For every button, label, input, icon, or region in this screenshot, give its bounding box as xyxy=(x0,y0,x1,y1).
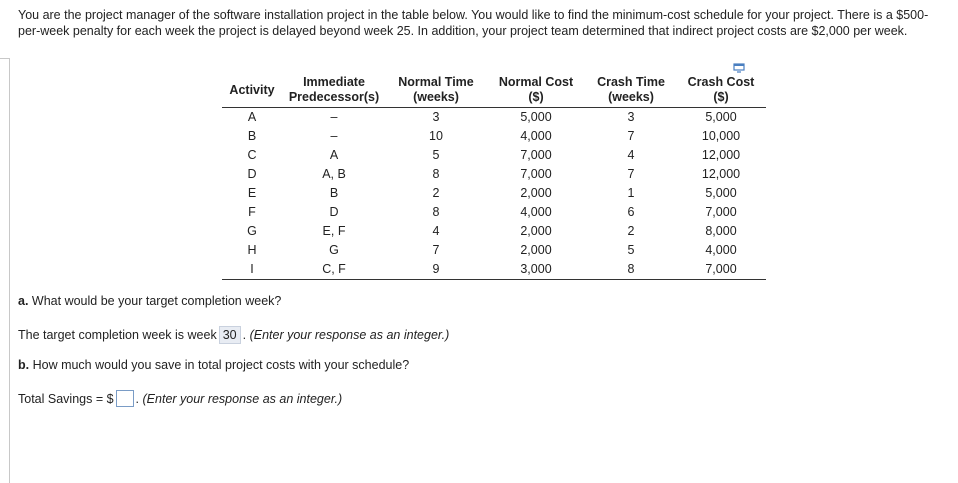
cell-predecessors: A xyxy=(329,148,339,162)
table-row xyxy=(222,260,766,280)
cell-normal-cost: 2,000 xyxy=(520,186,552,200)
answer-a-prefix: The target completion week is week xyxy=(18,328,217,342)
cell-normal-time: 10 xyxy=(429,129,443,143)
cell-crash-time: 4 xyxy=(627,148,635,162)
table-row xyxy=(222,222,766,241)
cell-normal-time: 7 xyxy=(432,243,440,257)
cell-normal-time: 5 xyxy=(432,148,440,162)
cell-crash-cost: 7,000 xyxy=(705,205,737,219)
answer-b-prefix: Total Savings = $ xyxy=(18,392,114,406)
question-a-text: What would be your target completion week? xyxy=(31,294,282,308)
question-b-text: How much would you save in total project costs with your schedule? xyxy=(32,358,410,372)
activity-table xyxy=(222,73,766,280)
answer-a-line xyxy=(18,326,449,344)
expand-table-icon[interactable] xyxy=(733,63,745,73)
cell-normal-cost: 2,000 xyxy=(520,243,552,257)
cell-activity: A xyxy=(247,110,257,124)
cell-crash-cost: 5,000 xyxy=(705,186,737,200)
cell-normal-time: 2 xyxy=(432,186,440,200)
cell-crash-cost: 4,000 xyxy=(705,243,737,257)
cell-normal-cost: 4,000 xyxy=(520,205,552,219)
cell-crash-time: 6 xyxy=(627,205,635,219)
cell-crash-time: 7 xyxy=(627,167,635,181)
question-b-label: b. xyxy=(18,358,30,372)
table-row xyxy=(222,184,766,203)
cell-predecessors: D xyxy=(329,205,339,219)
cell-crash-cost: 12,000 xyxy=(701,148,741,162)
cell-normal-time: 9 xyxy=(386,260,486,280)
cell-crash-time: 3 xyxy=(627,110,635,124)
answer-a-value[interactable]: 30 xyxy=(219,326,241,344)
cell-crash-time: 5 xyxy=(627,243,635,257)
cell-normal-cost: 7,000 xyxy=(520,167,552,181)
cell-normal-cost: 2,000 xyxy=(520,224,552,238)
answer-a-hint: (Enter your response as an integer.) xyxy=(249,328,450,342)
left-border xyxy=(9,58,10,483)
cell-crash-cost: 5,000 xyxy=(705,110,737,124)
table-row xyxy=(222,108,766,128)
cell-normal-time: 3 xyxy=(432,110,440,124)
answer-b-line xyxy=(18,390,342,407)
cell-normal-time: 4 xyxy=(432,224,440,238)
cell-activity: C xyxy=(247,148,257,162)
cell-crash-time: 7 xyxy=(627,129,635,143)
table-row xyxy=(222,203,766,222)
cell-activity: F xyxy=(248,205,256,219)
question-a xyxy=(18,294,281,308)
cell-crash-time: 2 xyxy=(627,224,635,238)
question-a-label: a. xyxy=(18,294,29,308)
header-normal-time: Normal Time (weeks) xyxy=(386,73,486,108)
cell-normal-cost: 7,000 xyxy=(520,148,552,162)
answer-b-suffix: . xyxy=(135,392,140,406)
cell-crash-cost: 12,000 xyxy=(701,167,741,181)
cell-activity: G xyxy=(247,224,257,238)
cell-crash-cost: 10,000 xyxy=(701,129,741,143)
table-header-row xyxy=(222,73,766,108)
header-crash-time: Crash Time (weeks) xyxy=(586,73,676,108)
cell-predecessors: G xyxy=(329,243,339,257)
answer-b-hint: (Enter your response as an integer.) xyxy=(142,392,343,406)
total-savings-input[interactable] xyxy=(116,390,134,407)
cell-crash-time: 1 xyxy=(627,186,635,200)
table-row xyxy=(222,127,766,146)
cell-normal-cost: 5,000 xyxy=(520,110,552,124)
cell-activity: H xyxy=(247,243,257,257)
problem-statement: You are the project manager of the software installation project in the table below. You would like to find the minimum-cost schedule for your project. There is a $500-per-week penalty for each week the project is delayed beyond week 25. In addition, your project team determined that indirect project costs are $2,000 per week. xyxy=(18,8,929,38)
cell-predecessors: B xyxy=(329,186,339,200)
cell-activity: B xyxy=(247,129,257,143)
table-row xyxy=(222,146,766,165)
table-row xyxy=(222,241,766,260)
cell-crash-cost: 8,000 xyxy=(705,224,737,238)
cell-normal-cost: 3,000 xyxy=(486,260,586,280)
cell-activity: D xyxy=(247,167,257,181)
cell-predecessors: – xyxy=(330,129,338,143)
cell-predecessors: C, F xyxy=(282,260,386,280)
header-crash-cost: Crash Cost ($) xyxy=(676,73,766,108)
cell-predecessors: – xyxy=(330,110,338,124)
cell-normal-time: 8 xyxy=(432,167,440,181)
cell-crash-cost: 7,000 xyxy=(676,260,766,280)
table-row xyxy=(222,165,766,184)
cell-crash-time: 8 xyxy=(586,260,676,280)
cell-predecessors: A, B xyxy=(322,167,346,181)
header-normal-cost: Normal Cost ($) xyxy=(486,73,586,108)
answer-a-suffix: . xyxy=(242,328,247,342)
cell-activity: I xyxy=(222,260,282,280)
header-activity: Activity xyxy=(222,73,282,108)
question-b xyxy=(18,358,409,372)
cell-normal-cost: 4,000 xyxy=(520,129,552,143)
header-predecessors: Immediate Predecessor(s) xyxy=(282,73,386,108)
cell-predecessors: E, F xyxy=(322,224,346,238)
cell-activity: E xyxy=(247,186,257,200)
cell-normal-time: 8 xyxy=(432,205,440,219)
left-border-top xyxy=(0,58,10,59)
